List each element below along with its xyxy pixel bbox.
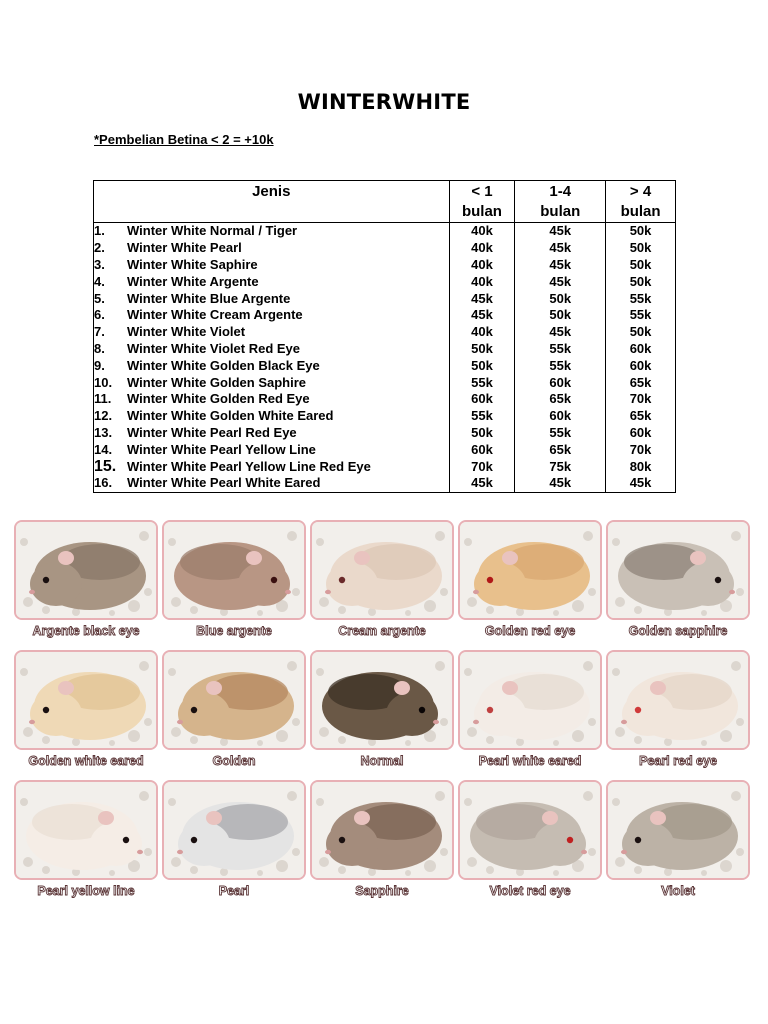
row-number: 13. bbox=[94, 424, 113, 440]
price-under-1-month: 40k bbox=[449, 324, 515, 341]
price-1-4-months: 65k bbox=[515, 391, 606, 408]
variety-name: Winter White Blue Argente bbox=[127, 290, 291, 306]
table-row bbox=[94, 257, 676, 274]
header-1-4-months: 1-4 bulan bbox=[515, 181, 606, 223]
row-number: 9. bbox=[94, 357, 105, 373]
price-1-4-months: 45k bbox=[515, 324, 606, 341]
table-row bbox=[94, 307, 676, 324]
row-number: 15. bbox=[94, 457, 117, 475]
price-1-4-months: 75k bbox=[515, 458, 606, 475]
hamster-photo bbox=[162, 780, 306, 880]
price-under-1-month: 45k bbox=[449, 290, 515, 307]
price-1-4-months: 50k bbox=[515, 307, 606, 324]
price-over-4-months: 60k bbox=[606, 425, 676, 442]
row-number: 6. bbox=[94, 307, 105, 323]
price-over-4-months: 70k bbox=[606, 391, 676, 408]
variety-cell bbox=[94, 374, 450, 391]
table-row bbox=[94, 240, 676, 257]
hamster-caption: Pearl white eared bbox=[478, 754, 582, 768]
hamster-gallery bbox=[0, 512, 768, 912]
table-row bbox=[94, 290, 676, 307]
table-row bbox=[94, 458, 676, 475]
hamster-card bbox=[162, 780, 310, 898]
row-number: 4. bbox=[94, 273, 105, 289]
hamster-photo bbox=[606, 780, 750, 880]
header-jenis: Jenis bbox=[94, 181, 450, 223]
variety-name: Winter White Pearl bbox=[127, 240, 242, 256]
price-over-4-months: 80k bbox=[606, 458, 676, 475]
variety-name: Winter White Golden White Eared bbox=[127, 408, 334, 424]
table-row bbox=[94, 408, 676, 425]
variety-cell bbox=[94, 357, 450, 374]
hamster-card bbox=[162, 520, 310, 638]
hamster-caption: Violet red eye bbox=[489, 884, 571, 898]
hamster-photo bbox=[162, 520, 306, 620]
table-row bbox=[94, 324, 676, 341]
price-over-4-months: 50k bbox=[606, 257, 676, 274]
row-number: 11. bbox=[94, 391, 112, 407]
hamster-caption: Pearl red eye bbox=[639, 754, 717, 768]
price-under-1-month: 45k bbox=[449, 475, 515, 492]
hamster-caption: Golden red eye bbox=[484, 624, 576, 638]
row-number: 12. bbox=[94, 408, 113, 424]
price-over-4-months: 55k bbox=[606, 307, 676, 324]
table-row bbox=[94, 341, 676, 358]
price-under-1-month: 60k bbox=[449, 391, 515, 408]
hamster-caption: Golden bbox=[212, 754, 256, 768]
variety-cell bbox=[94, 425, 450, 442]
page-title: WINTERWHITE bbox=[297, 90, 471, 114]
hamster-caption: Argente black eye bbox=[32, 624, 140, 638]
hamster-photo bbox=[310, 520, 454, 620]
hamster-caption: Golden white eared bbox=[28, 754, 144, 768]
variety-cell bbox=[94, 240, 450, 257]
variety-cell bbox=[94, 290, 450, 307]
hamster-caption: Sapphire bbox=[355, 884, 409, 898]
table-row bbox=[94, 374, 676, 391]
hamster-card bbox=[606, 520, 754, 638]
variety-name: Winter White Pearl Red Eye bbox=[127, 424, 297, 440]
variety-cell bbox=[94, 324, 450, 341]
variety-name: Winter White Golden Red Eye bbox=[127, 391, 310, 407]
hamster-card bbox=[310, 780, 458, 898]
header-under-1-month: < 1 bulan bbox=[449, 181, 515, 223]
table-row bbox=[94, 425, 676, 442]
variety-name: Winter White Saphire bbox=[127, 256, 258, 272]
price-under-1-month: 50k bbox=[449, 357, 515, 374]
variety-cell bbox=[94, 408, 450, 425]
price-1-4-months: 45k bbox=[515, 223, 606, 240]
row-number: 8. bbox=[94, 340, 105, 356]
hamster-photo bbox=[14, 780, 158, 880]
variety-name: Winter White Golden Black Eye bbox=[127, 357, 320, 373]
variety-name: Winter White Argente bbox=[127, 273, 259, 289]
hamster-card bbox=[458, 780, 606, 898]
hamster-card bbox=[458, 520, 606, 638]
price-under-1-month: 40k bbox=[449, 223, 515, 240]
hamster-card bbox=[14, 650, 162, 768]
variety-name: Winter White Cream Argente bbox=[127, 307, 303, 323]
variety-cell bbox=[94, 273, 450, 290]
hamster-photo bbox=[162, 650, 306, 750]
price-under-1-month: 50k bbox=[449, 341, 515, 358]
hamster-photo bbox=[310, 650, 454, 750]
hamster-card bbox=[606, 650, 754, 768]
hamster-photo bbox=[458, 650, 602, 750]
hamster-caption: Violet bbox=[661, 884, 695, 898]
hamster-card bbox=[606, 780, 754, 898]
row-number: 5. bbox=[94, 290, 105, 306]
hamster-card bbox=[14, 520, 162, 638]
table-row bbox=[94, 441, 676, 458]
price-over-4-months: 50k bbox=[606, 273, 676, 290]
price-over-4-months: 60k bbox=[606, 357, 676, 374]
variety-name: Winter White Golden Saphire bbox=[127, 374, 307, 390]
price-1-4-months: 55k bbox=[515, 357, 606, 374]
price-over-4-months: 65k bbox=[606, 374, 676, 391]
price-under-1-month: 45k bbox=[449, 307, 515, 324]
price-under-1-month: 50k bbox=[449, 425, 515, 442]
price-over-4-months: 70k bbox=[606, 441, 676, 458]
row-number: 10. bbox=[94, 374, 113, 390]
table-row bbox=[94, 391, 676, 408]
header-over-4-months: > 4 bulan bbox=[606, 181, 676, 223]
row-number: 14. bbox=[94, 441, 113, 457]
price-table-body bbox=[94, 223, 676, 493]
price-1-4-months: 60k bbox=[515, 374, 606, 391]
table-row bbox=[94, 273, 676, 290]
price-1-4-months: 55k bbox=[515, 425, 606, 442]
hamster-card bbox=[162, 650, 310, 768]
price-1-4-months: 65k bbox=[515, 441, 606, 458]
price-1-4-months: 45k bbox=[515, 240, 606, 257]
price-over-4-months: 50k bbox=[606, 240, 676, 257]
price-over-4-months: 55k bbox=[606, 290, 676, 307]
hamster-caption: Pearl yellow line bbox=[37, 884, 135, 898]
hamster-card bbox=[310, 650, 458, 768]
variety-name: Winter White Pearl White Eared bbox=[127, 475, 321, 491]
row-number: 16. bbox=[94, 475, 113, 491]
variety-cell bbox=[94, 441, 450, 458]
hamster-photo bbox=[14, 650, 158, 750]
table-row bbox=[94, 357, 676, 374]
price-over-4-months: 65k bbox=[606, 408, 676, 425]
price-over-4-months: 45k bbox=[606, 475, 676, 492]
price-under-1-month: 55k bbox=[449, 408, 515, 425]
hamster-caption: Blue argente bbox=[196, 624, 272, 638]
row-number: 1. bbox=[94, 223, 105, 239]
price-table-header bbox=[94, 181, 676, 223]
hamster-photo bbox=[458, 520, 602, 620]
price-1-4-months: 45k bbox=[515, 475, 606, 492]
variety-cell bbox=[94, 341, 450, 358]
hamster-caption: Cream argente bbox=[338, 624, 426, 638]
table-row bbox=[94, 475, 676, 492]
hamster-card bbox=[14, 780, 162, 898]
price-1-4-months: 50k bbox=[515, 290, 606, 307]
row-number: 7. bbox=[94, 324, 105, 340]
hamster-photo bbox=[14, 520, 158, 620]
price-under-1-month: 40k bbox=[449, 257, 515, 274]
hamster-photo bbox=[310, 780, 454, 880]
price-over-4-months: 60k bbox=[606, 341, 676, 358]
hamster-caption: Golden sapphire bbox=[628, 624, 728, 638]
variety-cell bbox=[94, 391, 450, 408]
variety-cell bbox=[94, 475, 450, 492]
table-row bbox=[94, 223, 676, 240]
row-number: 2. bbox=[94, 240, 105, 256]
row-number: 3. bbox=[94, 256, 105, 272]
price-under-1-month: 40k bbox=[449, 240, 515, 257]
female-purchase-note: *Pembelian Betina < 2 = +10k bbox=[94, 132, 274, 147]
variety-cell bbox=[94, 307, 450, 324]
price-over-4-months: 50k bbox=[606, 324, 676, 341]
variety-name: Winter White Violet Red Eye bbox=[127, 340, 301, 356]
variety-name: Winter White Pearl Yellow Line Red Eye bbox=[127, 458, 371, 474]
price-1-4-months: 60k bbox=[515, 408, 606, 425]
hamster-card bbox=[458, 650, 606, 768]
variety-cell bbox=[94, 223, 450, 240]
price-under-1-month: 55k bbox=[449, 374, 515, 391]
variety-cell bbox=[94, 458, 450, 475]
variety-name: Winter White Violet bbox=[127, 324, 246, 340]
price-table bbox=[93, 180, 676, 493]
price-1-4-months: 45k bbox=[515, 257, 606, 274]
price-under-1-month: 40k bbox=[449, 273, 515, 290]
hamster-photo bbox=[606, 520, 750, 620]
price-over-4-months: 50k bbox=[606, 223, 676, 240]
hamster-photo bbox=[458, 780, 602, 880]
hamster-caption: Pearl bbox=[218, 884, 250, 898]
hamster-caption: Normal bbox=[360, 754, 404, 768]
variety-cell bbox=[94, 257, 450, 274]
price-1-4-months: 55k bbox=[515, 341, 606, 358]
price-1-4-months: 45k bbox=[515, 273, 606, 290]
variety-name: Winter White Pearl Yellow Line bbox=[127, 441, 316, 457]
variety-name: Winter White Normal / Tiger bbox=[127, 223, 298, 239]
price-under-1-month: 70k bbox=[449, 458, 515, 475]
price-under-1-month: 60k bbox=[449, 441, 515, 458]
hamster-photo bbox=[606, 650, 750, 750]
hamster-card bbox=[310, 520, 458, 638]
